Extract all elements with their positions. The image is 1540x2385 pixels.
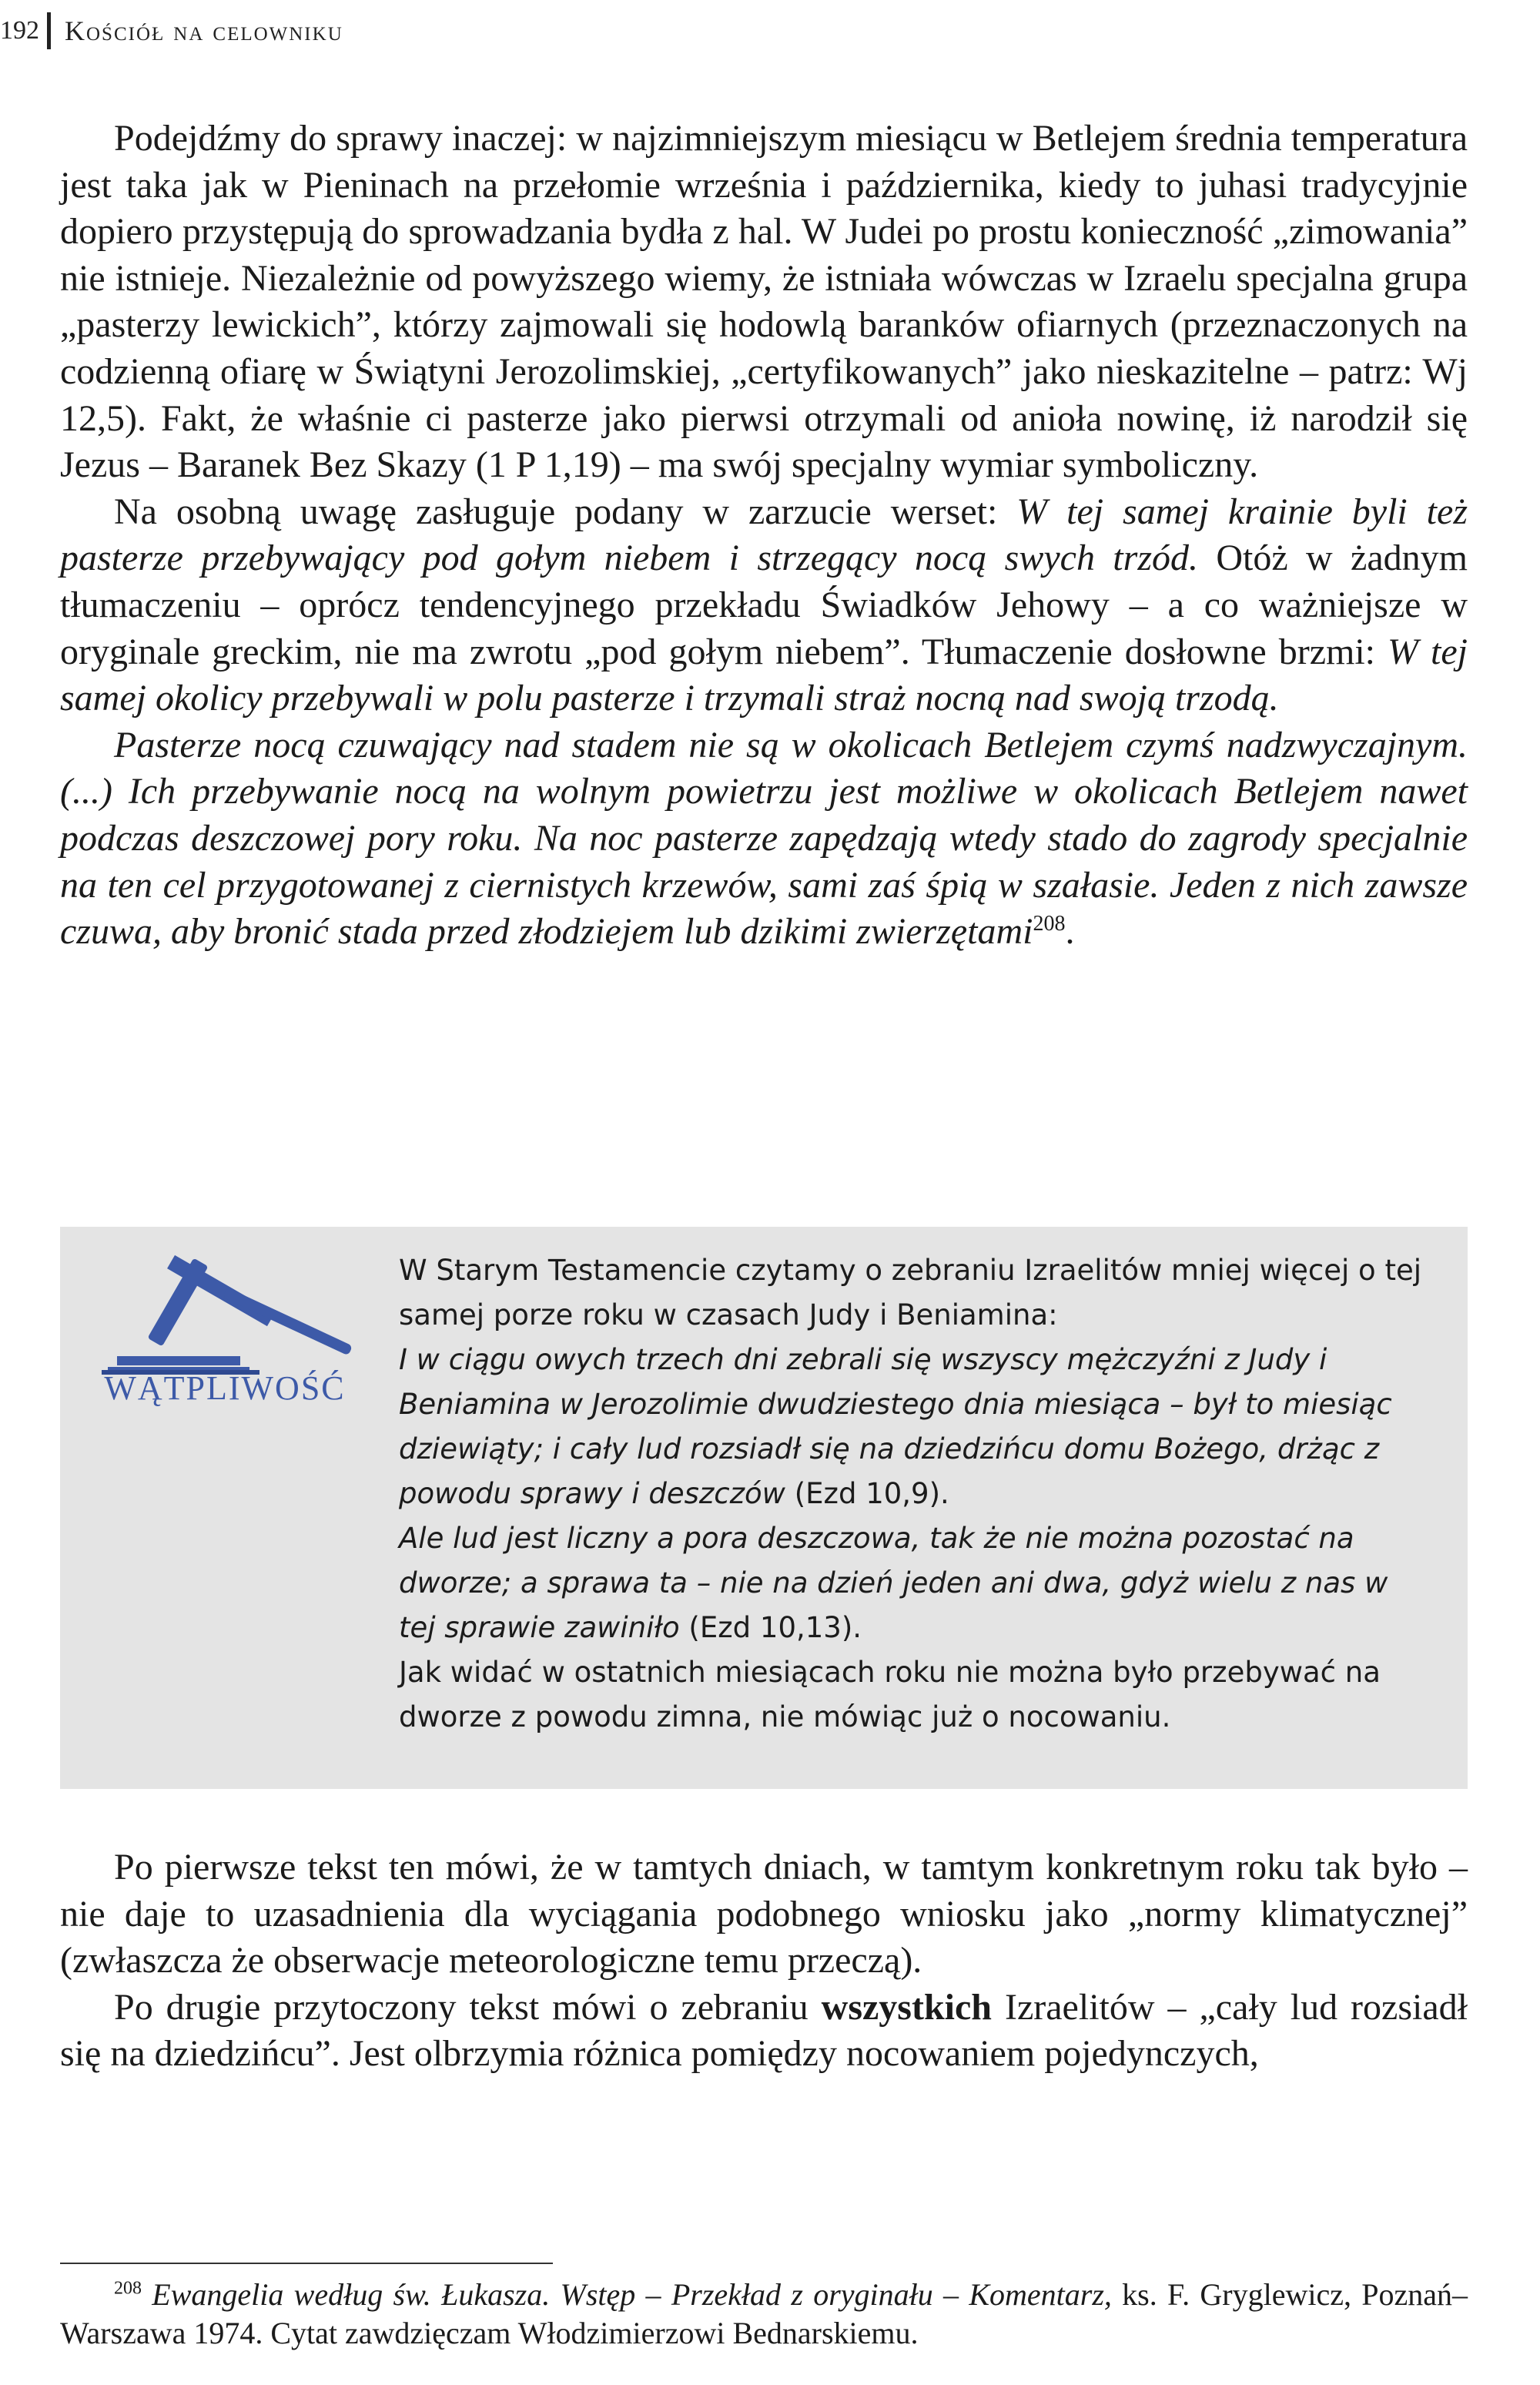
footnote-rule	[60, 2263, 553, 2264]
footnote-text: ks. F. Gryglewicz, Poznań–Warszawa 1974. Cytat zawdzięczam Włodzimierzowi Bednarskiemu.	[60, 2277, 1468, 2350]
main-text-top	[60, 116, 1468, 956]
italic-quote: Pasterze nocą czuwający nad stadem nie są w okolicach Betlejem czymś nadzwyczajnym. (...) Ich przebywanie nocą na wolnym powietrzu jest możliwe w okolicach Betlejem nawet podczas deszczowej pory roku. Na noc pasterze zapędzają wtedy stado do zagrody specjalnie na ten cel przygotowanej z ciernistych krzewów, sami zaś śpią w szałasie. Jeden z nich zawsze czuwa, aby bronić stada przed złodziejem lub dzikimi zwierzętami	[60, 724, 1468, 953]
text-run: Otóż w żadnym tłumaczeniu – oprócz tendencyjnego przekładu Świadków Jehowy – a co ważniejsze w oryginale greckim, nie ma zwrotu „pod gołym niebem”. Tłumaczenie dosłowne brzmi:	[60, 538, 1468, 672]
box-paragraph: W Starym Testamencie czytamy o zebraniu Izraelitów mniej więcej o tej samej porze roku w czasach Judy i Beniamina:	[399, 1254, 1421, 1332]
box-quote	[399, 1338, 1431, 1516]
text-run: Na osobną uwagę zasługuje podany w zarzucie werset:	[114, 491, 1017, 532]
italic-quote: W tej samej okolicy przebywali w polu pasterze i trzymali straż nocną nad swoją trzodą.	[60, 631, 1468, 719]
doubt-box	[60, 1227, 1468, 1789]
italic-quote: Ale lud jest liczny a pora deszczowa, tak że nie można pozostać na dworze; a sprawa ta – nie na dzień jeden ani dwa, gdyż wielu z nas w tej sprawie zawiniło	[399, 1522, 1388, 1644]
doubt-text	[399, 1248, 1431, 1740]
paragraph: Po pierwsze tekst ten mówi, że w tamtych dniach, w tamtym konkretnym roku tak było – nie daje to uzasadnienia dla wyciągania podobnego wniosku jako „normy klimatycznej” (zwłaszcza że obserwacje meteorologiczne temu przeczą).	[60, 1847, 1468, 1981]
paragraph	[60, 489, 1468, 722]
text-run: Po drugie przytoczony tekst mówi o zebraniu	[114, 1986, 822, 2028]
box-paragraph: Jak widać w ostatnich miesiącach roku nie można było przebywać na dworze z powodu zimna, nie mówiąc już o nocowaniu.	[399, 1656, 1381, 1733]
footnote	[60, 2276, 1468, 2353]
italic-quote: W tej samej krainie byli też pasterze przebywający pod gołym niebem i strzegący nocą swych trzód.	[60, 491, 1468, 579]
text-run: .	[1065, 911, 1075, 953]
text-run: Izraelitów – „cały lud rozsiadł się na dziedzińcu”. Jest olbrzymia różnica pomiędzy nocowaniem pojedynczych,	[60, 1986, 1468, 2075]
page-number: 192	[0, 16, 39, 45]
bold-word: wszystkich	[821, 1986, 992, 2028]
footnote-number: 208	[114, 2278, 142, 2299]
box-quote	[399, 1516, 1431, 1650]
doubt-label: WĄTPLIWOŚĆ	[104, 1369, 346, 1407]
main-text-bottom	[60, 1844, 1468, 2078]
footnote-title: Ewangelia według św. Łukasza. Wstęp – Przekład z oryginału – Komentarz,	[152, 2277, 1112, 2312]
header-divider	[47, 12, 51, 49]
italic-quote: I w ciągu owych trzech dni zebrali się wszyscy mężczyźni z Judy i Beniamina w Jerozolimie dwudziestego dnia miesiąca – był to miesiąc dziewiąty; i cały lud rozsiadł się na dziedzińcu domu Bożego, drżąc z powodu sprawy i deszczów	[399, 1343, 1392, 1510]
bible-ref: (Ezd 10,13).	[679, 1611, 862, 1644]
running-header	[0, 8, 343, 54]
paragraph: Podejdźmy do sprawy inaczej: w najzimniejszym miesiącu w Betlejem średnia temperatura jest taka jak w Pieninach na przełomie września i października, kiedy to juhasi tradycyjnie dopiero przystępują do sprowadzania bydła z hal. W Judei po prostu konieczność „zimowania” nie istnieje. Niezależnie od powyższego wiemy, że istniała wówczas w Izraelu specjalna grupa „pasterzy lewickich”, którzy zajmowali się hodowlą baranków ofiarnych (przeznaczonych na codzienną ofiarę w Świątyni Jerozolimskiej, „certyfikowanych” jako nieskazitelne – patrz: Wj 12,5). Fakt, że właśnie ci pasterze jako pierwsi otrzymali od anioła nowinę, iż narodził się Jezus – Baranek Bez Skazy (1 P 1,19) – ma swój specjalny wymiar symboliczny.	[60, 118, 1468, 486]
running-title: Kościół na celowniku	[65, 15, 343, 46]
bible-ref: (Ezd 10,9).	[785, 1477, 949, 1510]
footnote-ref[interactable]: 208	[1033, 912, 1066, 936]
paragraph-quote	[60, 722, 1468, 956]
paragraph	[60, 1985, 1468, 2078]
